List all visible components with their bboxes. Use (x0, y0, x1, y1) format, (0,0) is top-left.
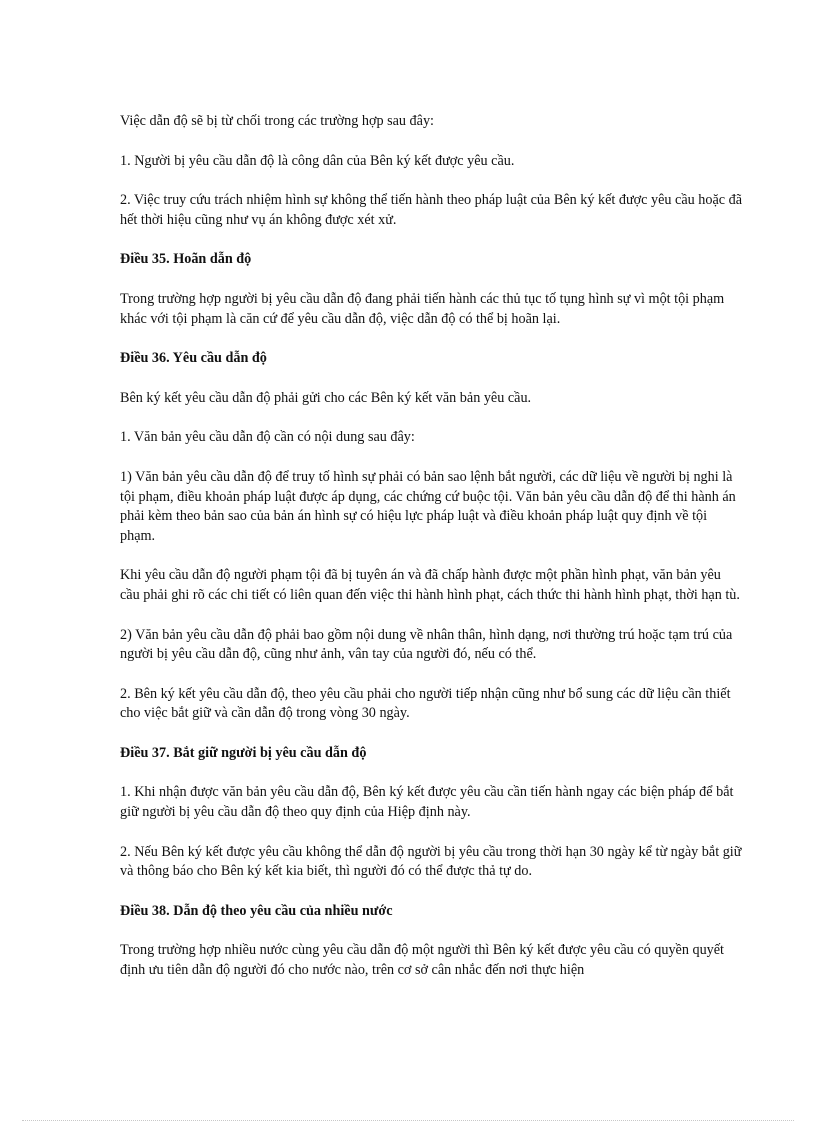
paragraph: 2. Bên ký kết yêu cầu dẫn độ, theo yêu cầu phải cho người tiếp nhận cũng như bổ sung các dữ liệu cần thiết cho việc bắt giữ và cần dẫn độ trong vòng 30 ngày. (120, 685, 731, 722)
paragraph: 1. Văn bản yêu cầu dẫn độ cần có nội dung sau đây: (120, 429, 415, 446)
article-heading-35: Điều 35. Hoãn dẫn độ (120, 251, 252, 268)
paragraph: Bên ký kết yêu cầu dẫn độ phải gửi cho các Bên ký kết văn bản yêu cầu. (120, 389, 532, 406)
paragraph: 1. Người bị yêu cầu dẫn độ là công dân của Bên ký kết được yêu cầu. (120, 152, 515, 169)
paragraph: 2) Văn bản yêu cầu dẫn độ phải bao gồm nội dung về nhân thân, hình dạng, nơi thường trú hoặc tạm trú của người bị yêu cầu dẫn độ, cũng như ảnh, vân tay của người đó, nếu có thể. (120, 626, 733, 663)
paragraph: 1) Văn bản yêu cầu dẫn độ để truy tố hình sự phải có bản sao lệnh bắt người, các dữ liệu về người bị nghi là tội phạm, điều khoản pháp luật được áp dụng, các chứng cứ buộc tội. Văn bản yêu cầu dẫn độ để thi hành án phải kèm theo bản sao của bản án hình sự có hiệu lực pháp luật và điều khoản pháp luật quy định về tội phạm. (120, 468, 736, 544)
paragraph: 1. Khi nhận được văn bản yêu cầu dẫn độ, Bên ký kết được yêu cầu cần tiến hành ngay các biện pháp để bắt giữ người bị yêu cầu dẫn độ theo quy định của Hiệp định này. (120, 784, 734, 821)
paragraph: Trong trường hợp người bị yêu cầu dẫn độ đang phải tiến hành các thủ tục tố tụng hình sự vì một tội phạm khác với tội phạm là căn cứ để yêu cầu dẫn độ, việc dẫn độ có thể bị hoãn lại. (120, 290, 725, 327)
document-page (120, 112, 742, 1001)
paragraph: Trong trường hợp nhiều nước cùng yêu cầu dẫn độ một người thì Bên ký kết được yêu cầu có quyền quyết định ưu tiên dẫn độ người đó cho nước nào, trên cơ sở cân nhắc đến nơi thực hiện (120, 942, 725, 979)
paragraph: Việc dẫn độ sẽ bị từ chối trong các trường hợp sau đây: (120, 113, 434, 129)
page-bottom-divider (22, 1120, 794, 1121)
paragraph: 2. Việc truy cứu trách nhiệm hình sự không thể tiến hành theo pháp luật của Bên ký kết được yêu cầu hoặc đã hết thời hiệu cũng như vụ án không được xét xử. (120, 192, 742, 228)
article-heading-37: Điều 37. Bắt giữ người bị yêu cầu dẫn độ (120, 744, 367, 761)
paragraph: Khi yêu cầu dẫn độ người phạm tội đã bị tuyên án và đã chấp hành được một phần hình phạt, văn bản yêu cầu phải ghi rõ các chi tiết có liên quan đến việc thi hành hình phạt, cách thức thi hành hình phạt, thời hạn tù. (120, 567, 740, 603)
article-heading-36: Điều 36. Yêu cầu dẫn độ (120, 350, 267, 367)
paragraph: 2. Nếu Bên ký kết được yêu cầu không thể dẫn độ người bị yêu cầu trong thời hạn 30 ngày kể từ ngày bắt giữ và thông báo cho Bên ký kết kia biết, thì người đó có thể được thả tự do. (120, 843, 742, 880)
article-heading-38: Điều 38. Dẫn độ theo yêu cầu của nhiều nước (120, 902, 393, 919)
